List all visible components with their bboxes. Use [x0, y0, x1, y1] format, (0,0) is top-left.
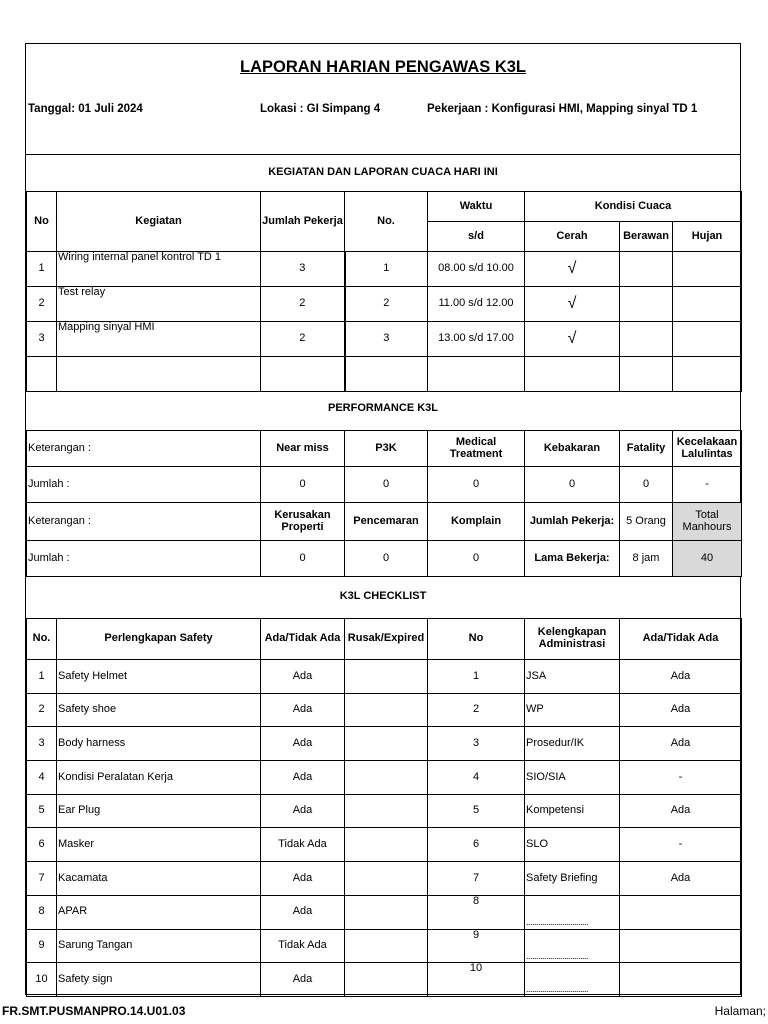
row-rusak: [345, 693, 428, 727]
table-row: [27, 794, 742, 828]
col-kondisi-header: Kondisi Cuaca: [525, 192, 742, 222]
checklist-table: [26, 618, 742, 997]
row-admin: [525, 929, 620, 963]
row-ada2: [620, 929, 742, 963]
kegiatan-section-title: KEGIATAN DAN LAPORAN CUACA HARI INI: [268, 166, 498, 178]
pencemaran-header: Pencemaran: [345, 503, 428, 541]
row-ada2: Ada: [620, 862, 742, 896]
table-row: [27, 660, 742, 694]
row-rusak: [345, 828, 428, 862]
row-hujan: [673, 252, 742, 287]
row-kegiatan: Mapping sinyal HMI: [57, 322, 261, 357]
row-admin: WP: [525, 693, 620, 727]
col-ada2-header: Ada/Tidak Ada: [620, 619, 742, 660]
keterangan-label: Keterangan :: [27, 503, 261, 541]
row-item: APAR: [57, 895, 261, 929]
row-rusak: [345, 727, 428, 761]
row-ada: Ada: [261, 895, 345, 929]
row-ada: Ada: [261, 794, 345, 828]
performance-table: [26, 430, 742, 577]
row-no: 2: [27, 693, 57, 727]
row-ada2: [620, 895, 742, 929]
table-row: [27, 693, 742, 727]
table-row: [27, 357, 742, 392]
row-admin: Prosedur/IK: [525, 727, 620, 761]
row-waktu: 08.00 s/d 10.00: [428, 252, 525, 287]
row-no2: 3: [428, 727, 525, 761]
row-item: Safety Helmet: [57, 660, 261, 694]
col-no-header: No: [27, 192, 57, 252]
row-no2: 2: [345, 287, 428, 322]
row-no2: 4: [428, 761, 525, 795]
kegiatan-table: [26, 191, 742, 392]
row-waktu: 11.00 s/d 12.00: [428, 287, 525, 322]
col-kegiatan-header: Kegiatan: [57, 192, 261, 252]
col-ada-header: Ada/Tidak Ada: [261, 619, 345, 660]
col-jumlah-header: Jumlah Pekerja: [261, 192, 345, 252]
empty-cell: [673, 357, 742, 392]
col-berawan-header: Berawan: [620, 222, 673, 252]
performance-section-title: PERFORMANCE K3L: [327, 402, 438, 414]
row-item: Safety sign: [57, 963, 261, 997]
dotted-line: ...............................: [526, 984, 589, 995]
table-row: [27, 322, 742, 357]
dotted-line: ...............................: [526, 916, 589, 927]
row-ada2: -: [620, 761, 742, 795]
pencemaran-value: 0: [345, 541, 428, 577]
tanggal-label: Tanggal: 01 Juli 2024: [28, 103, 143, 115]
row-no: 4: [27, 761, 57, 795]
kecelakaan-header: Kecelakaan Lalulintas: [673, 431, 742, 467]
row-admin: [525, 895, 620, 929]
table-row: [27, 287, 742, 322]
row-ada: Tidak Ada: [261, 929, 345, 963]
row-jumlah: 2: [261, 287, 345, 322]
row-ada2: Ada: [620, 794, 742, 828]
table-row: [27, 963, 742, 997]
table-row: [27, 895, 742, 929]
row-admin: JSA: [525, 660, 620, 694]
row-ada2: Ada: [620, 693, 742, 727]
near-miss-header: Near miss: [261, 431, 345, 467]
row-ada: Ada: [261, 660, 345, 694]
row-item: Masker: [57, 828, 261, 862]
row-item: Kacamata: [57, 862, 261, 896]
medical-value: 0: [428, 467, 525, 503]
col-waktu-header: Waktu: [428, 192, 525, 222]
empty-cell: [261, 357, 345, 392]
row-admin: SIO/SIA: [525, 761, 620, 795]
col-cerah-header: Cerah: [525, 222, 620, 252]
row-no2: 7: [428, 862, 525, 896]
col-rusak-header: Rusak/Expired: [345, 619, 428, 660]
jumlah-label: Jumlah :: [27, 467, 261, 503]
row-no2: 5: [428, 794, 525, 828]
row-item: Body harness: [57, 727, 261, 761]
row-berawan: [620, 287, 673, 322]
row-no: 7: [27, 862, 57, 896]
row-rusak: [345, 761, 428, 795]
p3k-header: P3K: [345, 431, 428, 467]
row-admin: Safety Briefing: [525, 862, 620, 896]
row-rusak: [345, 929, 428, 963]
row-hujan: [673, 322, 742, 357]
row-rusak: [345, 794, 428, 828]
jumlah-label: Jumlah :: [27, 541, 261, 577]
halaman-label: Halaman;: [714, 1004, 766, 1018]
dotted-line: ...............................: [526, 950, 589, 961]
col-kelengkapan-header: Kelengkapan Administrasi: [525, 619, 620, 660]
col-sd-header: s/d: [428, 222, 525, 252]
table-row: [27, 252, 742, 287]
empty-cell: [27, 357, 57, 392]
near-miss-value: 0: [261, 467, 345, 503]
row-ada: Ada: [261, 862, 345, 896]
lama-bekerja-value: 8 jam: [620, 541, 673, 577]
col-no-header: No.: [27, 619, 57, 660]
empty-cell: [345, 357, 428, 392]
row-no: 1: [27, 252, 57, 287]
row-ada: Ada: [261, 693, 345, 727]
fatality-header: Fatality: [620, 431, 673, 467]
kerusakan-header: Kerusakan Properti: [261, 503, 345, 541]
check-mark-icon: √: [525, 322, 620, 357]
p3k-value: 0: [345, 467, 428, 503]
row-item: Kondisi Peralatan Kerja: [57, 761, 261, 795]
checklist-section-title: K3L CHECKLIST: [339, 590, 427, 602]
row-kegiatan: Test relay: [57, 287, 261, 322]
komplain-header: Komplain: [428, 503, 525, 541]
jumlah-pekerja-label: Jumlah Pekerja:: [525, 503, 620, 541]
row-no: 10: [27, 963, 57, 997]
divider: [26, 154, 740, 155]
row-kegiatan: Wiring internal panel kontrol TD 1: [57, 252, 261, 287]
table-row: [27, 828, 742, 862]
row-jumlah: 3: [261, 252, 345, 287]
row-ada: Tidak Ada: [261, 828, 345, 862]
row-no: 9: [27, 929, 57, 963]
kerusakan-value: 0: [261, 541, 345, 577]
row-no: 3: [27, 322, 57, 357]
row-no2: 8: [428, 895, 525, 929]
row-admin: SLO: [525, 828, 620, 862]
row-no2: 1: [428, 660, 525, 694]
row-hujan: [673, 287, 742, 322]
row-ada: Ada: [261, 761, 345, 795]
col-no2-header: No: [428, 619, 525, 660]
row-rusak: [345, 895, 428, 929]
col-perlengkapan-header: Perlengkapan Safety: [57, 619, 261, 660]
table-row: [27, 761, 742, 795]
row-item: Ear Plug: [57, 794, 261, 828]
row-item: Safety shoe: [57, 693, 261, 727]
fatality-value: 0: [620, 467, 673, 503]
row-berawan: [620, 252, 673, 287]
empty-cell: [428, 357, 525, 392]
total-manhours-label: Total Manhours: [673, 503, 742, 541]
row-no: 5: [27, 794, 57, 828]
row-admin: Kompetensi: [525, 794, 620, 828]
lama-bekerja-label: Lama Bekerja:: [525, 541, 620, 577]
row-ada2: [620, 963, 742, 997]
row-ada2: Ada: [620, 727, 742, 761]
medical-treatment-header: Medical Treatment: [428, 431, 525, 467]
row-rusak: [345, 862, 428, 896]
row-rusak: [345, 660, 428, 694]
row-no: 8: [27, 895, 57, 929]
kecelakaan-value: -: [673, 467, 742, 503]
form-code: FR.SMT.PUSMANPRO.14.U01.03: [2, 1004, 186, 1018]
total-manhours-value: 40: [673, 541, 742, 577]
table-row: [27, 727, 742, 761]
row-jumlah: 2: [261, 322, 345, 357]
row-no2: 9: [428, 929, 525, 963]
col-hujan-header: Hujan: [673, 222, 742, 252]
row-no: 2: [27, 287, 57, 322]
row-ada: Ada: [261, 727, 345, 761]
row-no: 6: [27, 828, 57, 862]
report-title: LAPORAN HARIAN PENGAWAS K3L: [239, 58, 527, 76]
row-no: 3: [27, 727, 57, 761]
empty-cell: [620, 357, 673, 392]
kebakaran-value: 0: [525, 467, 620, 503]
row-no2: 10: [428, 963, 525, 997]
row-no2: 1: [345, 252, 428, 287]
keterangan-label: Keterangan :: [27, 431, 261, 467]
row-ada2: -: [620, 828, 742, 862]
row-ada: Ada: [261, 963, 345, 997]
row-no2: 2: [428, 693, 525, 727]
row-no2: 3: [345, 322, 428, 357]
row-no: 1: [27, 660, 57, 694]
table-row: [27, 929, 742, 963]
lokasi-label: Lokasi : GI Simpang 4: [260, 103, 381, 115]
row-item: Sarung Tangan: [57, 929, 261, 963]
check-mark-icon: √: [525, 252, 620, 287]
row-no2: 6: [428, 828, 525, 862]
row-waktu: 13.00 s/d 17.00: [428, 322, 525, 357]
pekerjaan-label: Pekerjaan : Konfigurasi HMI, Mapping sinyal TD 1: [427, 103, 698, 115]
empty-cell: [57, 357, 261, 392]
jumlah-pekerja-value: 5 Orang: [620, 503, 673, 541]
kebakaran-header: Kebakaran: [525, 431, 620, 467]
col-no2-header: No.: [345, 192, 428, 252]
check-mark-icon: √: [525, 287, 620, 322]
row-rusak: [345, 963, 428, 997]
row-berawan: [620, 322, 673, 357]
report-sheet: [25, 43, 741, 995]
empty-cell: [525, 357, 620, 392]
row-admin: [525, 963, 620, 997]
table-row: [27, 862, 742, 896]
row-ada2: Ada: [620, 660, 742, 694]
komplain-value: 0: [428, 541, 525, 577]
